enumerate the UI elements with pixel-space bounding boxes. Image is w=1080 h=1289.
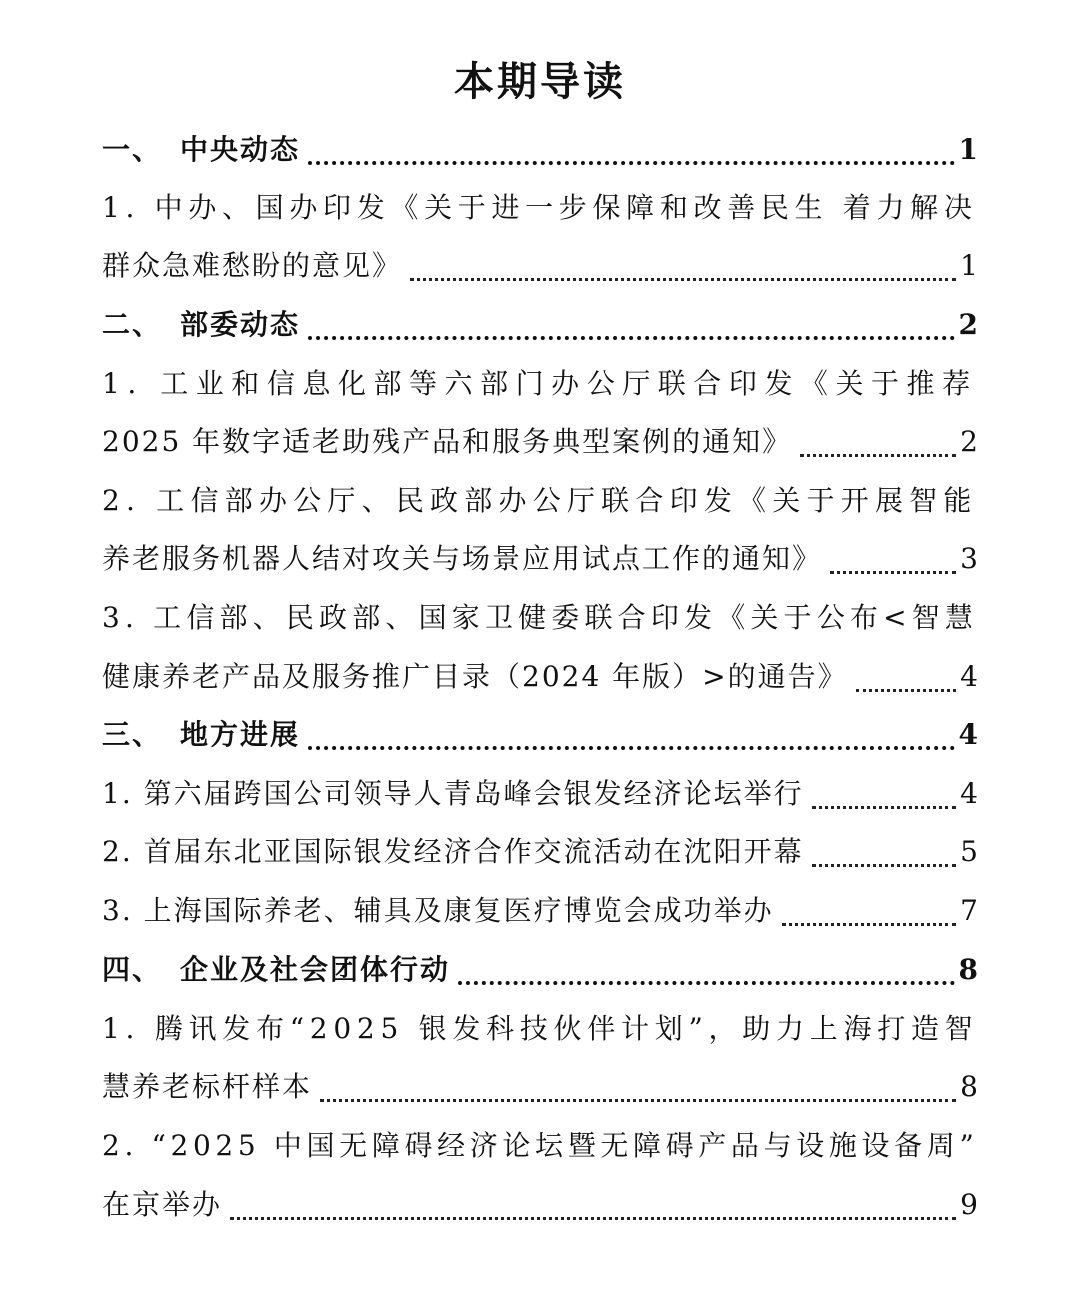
entry-text: 1. 工业和信息化部等六部门办公厅联合印发《关于推荐: [102, 367, 978, 400]
entry-text: 2. “2025 中国无障碍经济论坛暨无障碍产品与设施设备周”: [102, 1129, 979, 1162]
dot-leader: [812, 806, 957, 809]
toc-section-2[interactable]: [102, 296, 978, 354]
dot-leader: [812, 864, 957, 867]
entry-page-number: 7: [960, 894, 978, 927]
section-page-number: 4: [958, 718, 978, 751]
section-label: 地方进展: [180, 718, 301, 751]
entry-page-number: 3: [960, 542, 978, 575]
section-page-number: 8: [958, 953, 978, 986]
toc-entry-2-1-line2[interactable]: [102, 413, 978, 471]
entry-text: 养老服务机器人结对攻关与场景应用试点工作的通知》: [102, 542, 823, 575]
entry-text: 2025 年数字适老助残产品和服务典型案例的通知》: [102, 425, 793, 458]
dot-leader: [308, 336, 955, 340]
entry-text: 2. 首届东北亚国际银发经济合作交流活动在沈阳开幕: [102, 835, 804, 868]
toc-entry-3-2[interactable]: [102, 823, 978, 881]
dot-leader: [830, 571, 956, 574]
toc-entry-3-1[interactable]: [102, 765, 978, 823]
dot-leader: [308, 161, 955, 165]
section-number: 一、: [102, 133, 163, 166]
toc-entry-2-1-line1[interactable]: [102, 355, 978, 413]
toc-section-4[interactable]: [102, 941, 978, 999]
entry-text: 1. 中办、国办印发《关于进一步保障和改善民生 着力解决: [102, 191, 978, 224]
section-number: 二、: [102, 308, 163, 341]
entry-text: 健康养老产品及服务推广目录（2024 年版）>的通告》: [102, 660, 848, 693]
entry-text: 2. 工信部办公厅、民政部办公厅联合印发《关于开展智能: [102, 484, 978, 517]
entry-page-number: 8: [960, 1070, 978, 1103]
entry-page-number: 2: [960, 425, 978, 458]
entry-page-number: 5: [960, 835, 978, 868]
toc-section-3[interactable]: [102, 706, 978, 764]
entry-text: 1. 腾讯发布“2025 银发科技伙伴计划”，助力上海打造智: [102, 1012, 979, 1045]
toc-entry-3-3[interactable]: [102, 882, 978, 940]
entry-page-number: 9: [960, 1188, 978, 1221]
entry-page-number: 4: [960, 777, 978, 810]
section-page-number: 2: [958, 308, 978, 341]
section-label: 部委动态: [180, 308, 301, 341]
entry-text: 3. 工信部、民政部、国家卫健委联合印发《关于公布<智慧: [102, 601, 979, 634]
dot-leader: [410, 278, 956, 281]
dot-leader: [458, 981, 955, 985]
toc-entry-1-1-line1[interactable]: [102, 179, 978, 237]
dot-leader: [230, 1217, 956, 1220]
section-number: 三、: [102, 718, 163, 751]
entry-text: 群众急难愁盼的意见》: [102, 249, 403, 282]
toc-entry-4-2-line2[interactable]: [102, 1176, 978, 1234]
page-title: 本期导读: [454, 59, 626, 105]
toc-entry-4-2-line1[interactable]: [102, 1117, 978, 1175]
entry-page-number: 4: [960, 660, 978, 693]
toc-entry-2-2-line2[interactable]: [102, 530, 978, 588]
dot-leader: [782, 923, 957, 926]
entry-page-number: 1: [960, 249, 978, 282]
entry-text: 在京举办: [102, 1188, 223, 1221]
toc-entry-4-1-line1[interactable]: [102, 1000, 978, 1058]
toc-entry-2-3-line1[interactable]: [102, 589, 978, 647]
entry-text: 1. 第六届跨国公司领导人青岛峰会银发经济论坛举行: [102, 777, 804, 810]
dot-leader: [856, 689, 957, 692]
dot-leader: [320, 1099, 956, 1102]
section-label: 中央动态: [180, 133, 301, 166]
entry-text: 3. 上海国际养老、辅具及康复医疗博览会成功举办: [102, 894, 774, 927]
toc-section-1[interactable]: [102, 121, 978, 179]
section-number: 四、: [102, 953, 163, 986]
dot-leader: [308, 746, 955, 750]
section-label: 企业及社会团体行动: [180, 953, 451, 986]
toc-entry-2-3-line2[interactable]: [102, 648, 978, 706]
entry-text: 慧养老标杆样本: [102, 1070, 313, 1103]
toc-entry-2-2-line1[interactable]: [102, 472, 978, 530]
toc-entry-4-1-line2[interactable]: [102, 1058, 978, 1116]
dot-leader: [800, 454, 956, 457]
toc-entry-1-1-line2[interactable]: [102, 237, 978, 295]
section-page-number: 1: [958, 133, 978, 166]
